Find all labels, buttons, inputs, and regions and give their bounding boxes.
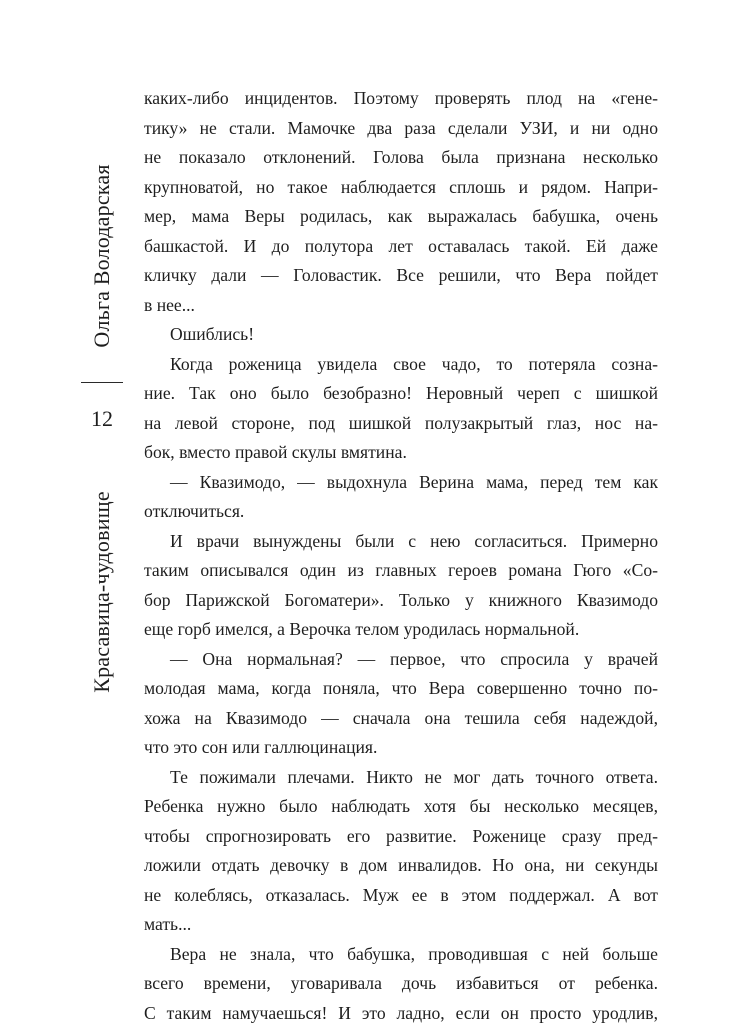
text-line: крупноватой, но такое наблюдается сплошь и рядом. Напри- — [144, 173, 658, 203]
text-line: тику» не стали. Мамочке два раза сделали УЗИ, и ни одно — [144, 114, 658, 144]
running-header — [76, 130, 128, 690]
header-divider — [81, 382, 123, 383]
text-line: еще горб имелся, а Верочка телом уродилась нормальной. — [144, 615, 658, 645]
text-line: не показало отклонений. Голова была признана несколько — [144, 143, 658, 173]
text-line: молодая мама, когда поняла, что Вера совершенно точно по- — [144, 674, 658, 704]
text-line: ложили отдать девочку в дом инвалидов. Но она, ни секунды — [144, 851, 658, 881]
body-text — [144, 84, 658, 1028]
text-line: всего времени, уговаривала дочь избавиться от ребенка. — [144, 969, 658, 999]
text-line: — Квазимодо, — выдохнула Верина мама, перед тем как — [144, 468, 658, 498]
text-line: таким описывался один из главных героев романа Гюго «Со- — [144, 556, 658, 586]
text-line: — Она нормальная? — первое, что спросила у врачей — [144, 645, 658, 675]
text-line: Когда роженица увидела свое чадо, то потеряла созна- — [144, 350, 658, 380]
text-line: кличку дали — Головастик. Все решили, что Вера пойдет — [144, 261, 658, 291]
text-line: И врачи вынуждены были с нею согласиться. Примерно — [144, 527, 658, 557]
text-line: мать... — [144, 910, 658, 940]
text-line: бор Парижской Богоматери». Только у книжного Квазимодо — [144, 586, 658, 616]
text-line: Те пожимали плечами. Никто не мог дать точного ответа. — [144, 763, 658, 793]
text-line: С таким намучаешься! И это ладно, если он просто уродлив, — [144, 999, 658, 1028]
text-line: каких-либо инцидентов. Поэтому проверять плод на «гене- — [144, 84, 658, 114]
text-line: отключиться. — [144, 497, 658, 527]
text-line: хожа на Квазимодо — сначала она тешила себя надеждой, — [144, 704, 658, 734]
text-line: чтобы спрогнозировать его развитие. Роженице сразу пред- — [144, 822, 658, 852]
book-title: Красавица-чудовище — [89, 491, 115, 693]
text-line: Ошиблись! — [144, 320, 658, 350]
text-line: ние. Так оно было безобразно! Неровный череп с шишкой — [144, 379, 658, 409]
text-line: башкастой. И до полутора лет оставалась такой. Ей даже — [144, 232, 658, 262]
text-line: не колеблясь, отказалась. Муж ее в этом поддержал. А вот — [144, 881, 658, 911]
text-line: бок, вместо правой скулы вмятина. — [144, 438, 658, 468]
text-line: что это сон или галлюцинация. — [144, 733, 658, 763]
text-line: Вера не знала, что бабушка, проводившая с ней больше — [144, 940, 658, 970]
text-line: в нее... — [144, 291, 658, 321]
text-line: Ребенка нужно было наблюдать хотя бы несколько месяцев, — [144, 792, 658, 822]
page-number: 12 — [76, 406, 128, 432]
text-line: на левой стороне, под шишкой полузакрытый глаз, нос на- — [144, 409, 658, 439]
author-name: Ольга Володарская — [89, 164, 115, 347]
text-line: мер, мама Веры родилась, как выражалась бабушка, очень — [144, 202, 658, 232]
